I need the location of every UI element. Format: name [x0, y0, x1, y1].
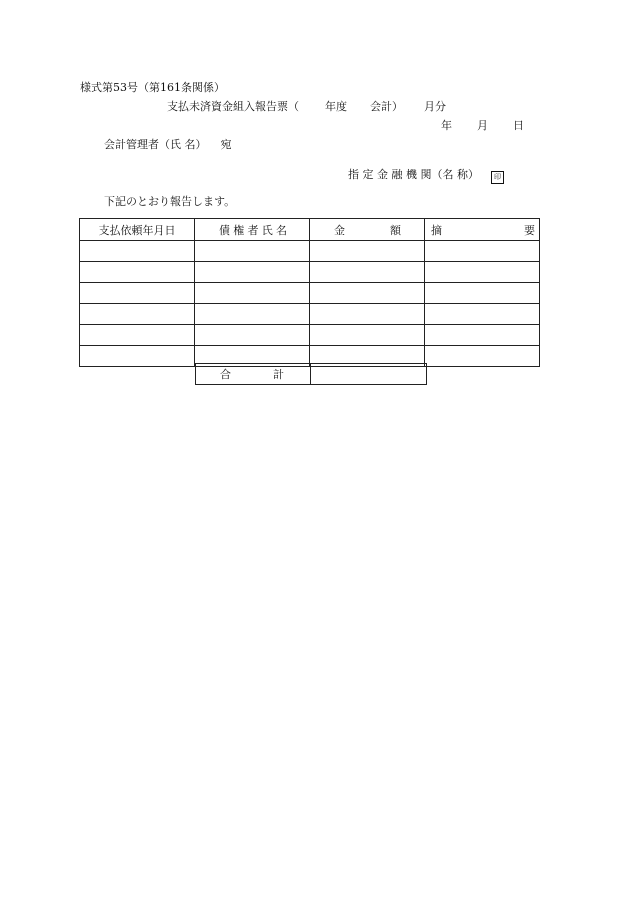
cell-amount[interactable]: [310, 241, 425, 262]
table-row: [80, 241, 540, 262]
title-account: 会計）: [370, 100, 403, 113]
table-row: [80, 325, 540, 346]
table-row: [80, 262, 540, 283]
date-year-label: 年: [441, 119, 452, 132]
cell-creditor[interactable]: [195, 304, 310, 325]
document-title: [167, 100, 446, 114]
seal-mark: 印: [491, 171, 504, 184]
cell-payment-date[interactable]: [80, 262, 195, 283]
cell-payment-date[interactable]: [80, 241, 195, 262]
cell-remarks[interactable]: [425, 304, 540, 325]
total-label-char: 計: [273, 368, 284, 381]
form-number: 様式第53号（第161条関係）: [80, 81, 225, 94]
total-label-char: 合: [220, 368, 231, 381]
addressee-honorific: 宛: [220, 138, 232, 151]
cell-remarks[interactable]: [425, 346, 540, 367]
title-main: 支払未済資金組入報告票（: [167, 100, 299, 113]
bank-label: 指 定 金 融 機 関（名 称）: [348, 168, 479, 181]
cell-payment-date[interactable]: [80, 325, 195, 346]
header-amount: 金 額: [310, 219, 425, 241]
addressee-label: 会計管理者（氏 名）: [104, 138, 207, 151]
date-month-label: 月: [477, 119, 488, 132]
cell-amount[interactable]: [310, 304, 425, 325]
cell-payment-date[interactable]: [80, 304, 195, 325]
addressee-line: [104, 138, 232, 152]
report-note: 下記のとおり報告します。: [104, 195, 236, 208]
cell-creditor[interactable]: [195, 325, 310, 346]
cell-creditor[interactable]: [195, 241, 310, 262]
report-date: [441, 119, 524, 133]
cell-amount[interactable]: [310, 325, 425, 346]
cell-payment-date[interactable]: [80, 346, 195, 367]
cell-remarks[interactable]: [425, 262, 540, 283]
cell-remarks[interactable]: [425, 241, 540, 262]
table-row: [80, 283, 540, 304]
header-remarks: 摘 要: [425, 219, 540, 241]
cell-amount[interactable]: [310, 262, 425, 283]
header-payment-date: 支払依頼年月日: [80, 219, 195, 241]
title-year-suffix: 年度: [325, 100, 347, 113]
total-label-cell: [196, 364, 311, 385]
cell-remarks[interactable]: [425, 325, 540, 346]
cell-remarks[interactable]: [425, 283, 540, 304]
cell-creditor[interactable]: [195, 262, 310, 283]
table-row: [80, 304, 540, 325]
date-day-label: 日: [513, 119, 524, 132]
total-value-cell[interactable]: [311, 364, 427, 385]
total-row: [195, 363, 427, 385]
cell-creditor[interactable]: [195, 283, 310, 304]
title-month-suffix: 月分: [424, 100, 446, 113]
table-header-row: [80, 219, 540, 241]
bank-line: [348, 168, 504, 184]
report-table: [79, 218, 540, 367]
cell-payment-date[interactable]: [80, 283, 195, 304]
cell-amount[interactable]: [310, 283, 425, 304]
header-creditor: 債 権 者 氏 名: [195, 219, 310, 241]
